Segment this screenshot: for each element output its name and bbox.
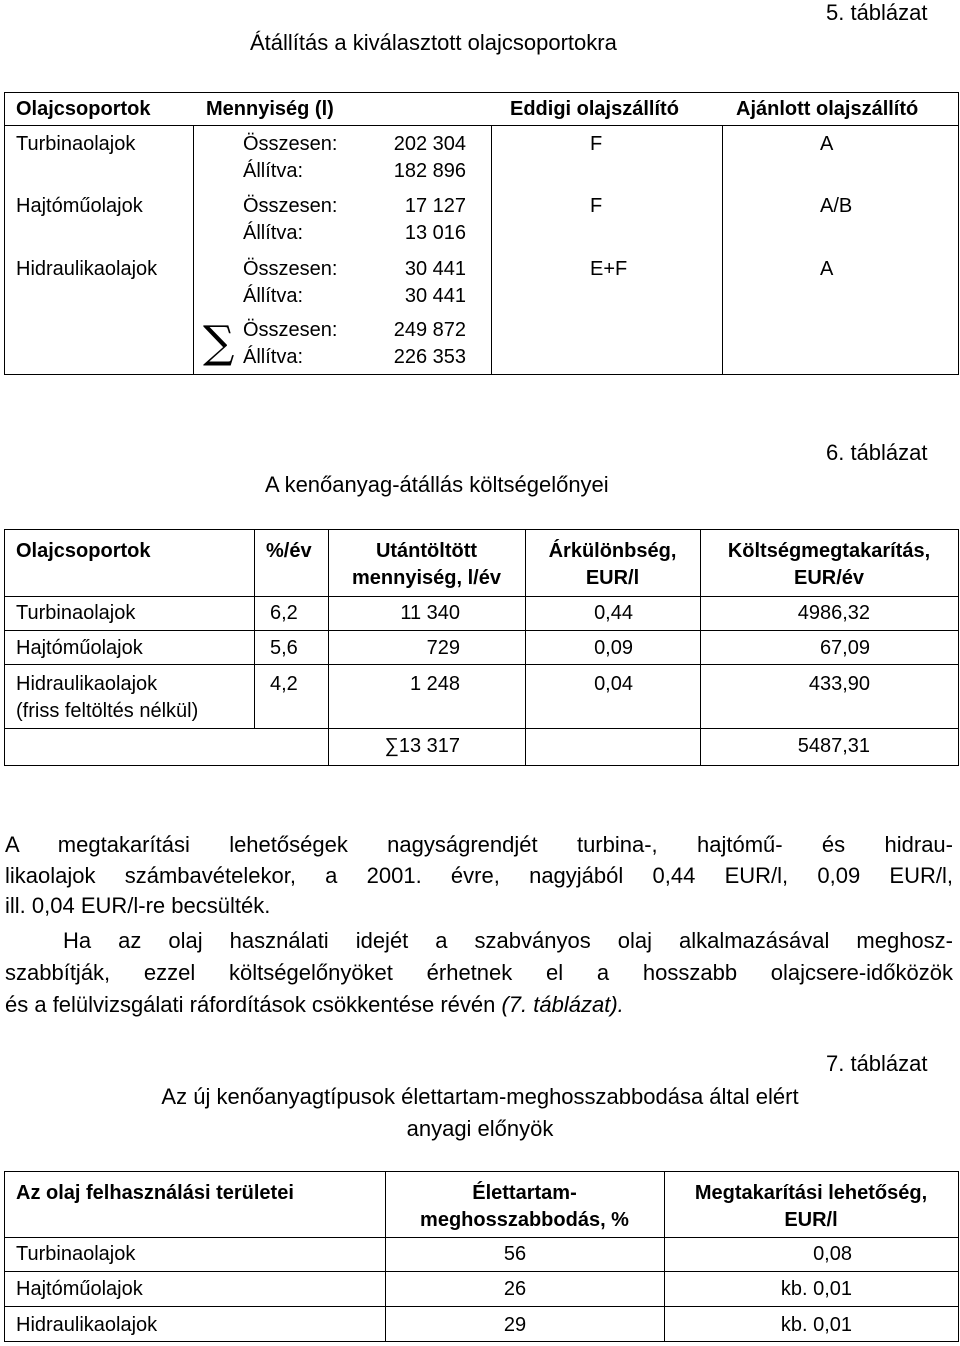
- table5-previous-supplier: E+F: [590, 258, 628, 280]
- header-line: Utántöltött: [375, 540, 478, 562]
- table6-refilled-qty: 729: [426, 637, 460, 659]
- table5-value-total: 202 304: [393, 133, 466, 155]
- table6-header-saving: [700, 539, 958, 590]
- table5-value-set: 30 441: [404, 285, 466, 307]
- table6-header-group: Olajcsoportok: [16, 540, 151, 562]
- header-line: EUR/l: [784, 1209, 838, 1231]
- table6-saving: 67,09: [819, 637, 870, 659]
- title-line: anyagi előnyök: [406, 1116, 554, 1141]
- header-line: mennyiség, l/év: [352, 567, 501, 589]
- table7-saving: kb. 0,01: [780, 1314, 852, 1336]
- table5-header-group: Olajcsoportok: [16, 98, 151, 120]
- header-line: Élettartam-: [472, 1182, 577, 1204]
- header-line: Költségmegtakarítás,: [727, 540, 931, 562]
- table6-group: Hajtóműolajok: [16, 637, 143, 659]
- table7-life-extension: 26: [503, 1278, 527, 1300]
- title-line: Az új kenőanyagtípusok élettartam-meghosszabbodása által elért: [161, 1084, 799, 1109]
- table6-header-price-diff: [525, 539, 700, 590]
- table6-price-diff: 0,09: [594, 637, 633, 659]
- table5-recommended-supplier: A: [820, 258, 834, 280]
- table5-value-total: 249 872: [393, 319, 466, 341]
- table6-refilled-qty: 1 248: [409, 673, 460, 695]
- table6-percent: 6,2: [270, 602, 298, 624]
- table5-label-set: Állítva:: [243, 346, 304, 368]
- text-line: ill. 0,04 EUR/l-re becsülték.: [5, 893, 271, 918]
- text-line: szabbítják, ezzel költségelőnyöket érhetnek el a hosszabb olajcsere-időközök: [5, 960, 953, 985]
- table5-previous-supplier: F: [590, 195, 603, 217]
- header-line: EUR/év: [793, 567, 865, 589]
- table6-header-percent: %/év: [266, 540, 312, 562]
- table7-area: Turbinaolajok: [16, 1243, 136, 1265]
- table6-saving: 4986,32: [797, 602, 870, 624]
- table7-header-life-extension: [385, 1181, 664, 1232]
- text-line: likaolajok számbavételekor, a 2001. évre, nagyjából 0,44 EUR/l, 0,09 EUR/l,: [5, 863, 953, 888]
- table5-group: Turbinaolajok: [16, 133, 136, 155]
- table5-label-total: Összesen:: [243, 319, 338, 341]
- table-reference: (7. táblázat).: [501, 992, 624, 1017]
- header-line: meghosszabbodás, %: [420, 1209, 629, 1231]
- text-line: A megtakarítási lehetőségek nagyságrendjét turbina-, hajtómű- és hidrau-: [5, 832, 953, 857]
- header-line: EUR/l: [585, 567, 640, 589]
- table5-number: 5. táblázat: [826, 0, 928, 25]
- table7-header-area: Az olaj felhasználási területei: [16, 1182, 294, 1204]
- table5-label-set: Állítva:: [243, 285, 304, 307]
- table5-group: Hajtóműolajok: [16, 195, 143, 217]
- table7-area: Hidraulikaolajok: [16, 1314, 158, 1336]
- table5-value-set: 226 353: [393, 346, 466, 368]
- table7-life-extension: 56: [503, 1243, 527, 1265]
- table5-value-total: 17 127: [404, 195, 466, 217]
- table5-header-quantity: Mennyiség (l): [206, 98, 334, 120]
- table6-refilled-qty: 11 340: [400, 602, 460, 624]
- table5-value-set: 13 016: [404, 222, 466, 244]
- table5-label-set: Állítva:: [243, 222, 304, 244]
- paragraph-extended-life: [5, 925, 953, 1021]
- table6-number: 6. táblázat: [826, 440, 928, 465]
- table6-group: Turbinaolajok: [16, 602, 136, 624]
- header-line: Megtakarítási lehetőség,: [694, 1182, 928, 1204]
- table7-title: [60, 1081, 900, 1145]
- text-line: Ha az olaj használati idejét a szabványos olaj alkalmazásával meghosz-: [63, 928, 953, 953]
- table6-saving: 433,90: [808, 673, 870, 695]
- table6-percent: 5,6: [270, 637, 298, 659]
- header-line: Árkülönbség,: [548, 540, 677, 562]
- table5-label-set: Állítva:: [243, 160, 304, 182]
- table7-saving: kb. 0,01: [780, 1278, 852, 1300]
- table6-title: A kenőanyag-átállás költségelőnyei: [265, 472, 609, 497]
- table6-percent: 4,2: [270, 673, 298, 695]
- table5-group: Hidraulikaolajok: [16, 258, 158, 280]
- table5-title: Átállítás a kiválasztott olajcsoportokra: [250, 30, 617, 55]
- table7-saving: 0,08: [813, 1243, 852, 1265]
- table6-total-saving: 5487,31: [797, 735, 870, 757]
- table6-group-note: (friss feltöltés nélkül): [16, 700, 199, 722]
- paragraph-savings-estimate: [5, 829, 953, 922]
- table7-area: Hajtóműolajok: [16, 1278, 143, 1300]
- table5-previous-supplier: F: [590, 133, 603, 155]
- text-line: [5, 989, 953, 1021]
- table5-label-total: Összesen:: [243, 133, 338, 155]
- table5-label-total: Összesen:: [243, 258, 338, 280]
- sigma-icon: ∑: [203, 317, 235, 368]
- table6-header-refilled-qty: [328, 539, 525, 590]
- table5-header-recommended-supplier: Ajánlott olajszállító: [736, 98, 919, 120]
- table6-total-qty: ∑13 317: [384, 735, 460, 757]
- table5-recommended-supplier: A: [820, 133, 834, 155]
- table7-header-saving: [664, 1181, 958, 1232]
- table5-recommended-supplier: A/B: [820, 195, 853, 217]
- table6-price-diff: 0,04: [594, 673, 633, 695]
- table5-label-total: Összesen:: [243, 195, 338, 217]
- text-span: és a felülvizsgálati ráfordítások csökkentése révén: [5, 992, 502, 1017]
- table5-header-previous-supplier: Eddigi olajszállító: [510, 98, 679, 120]
- table5-value-total: 30 441: [404, 258, 466, 280]
- table6-price-diff: 0,44: [594, 602, 633, 624]
- table7-life-extension: 29: [503, 1314, 527, 1336]
- table5-value-set: 182 896: [393, 160, 466, 182]
- table7-number: 7. táblázat: [826, 1051, 928, 1076]
- table6-group: Hidraulikaolajok: [16, 673, 158, 695]
